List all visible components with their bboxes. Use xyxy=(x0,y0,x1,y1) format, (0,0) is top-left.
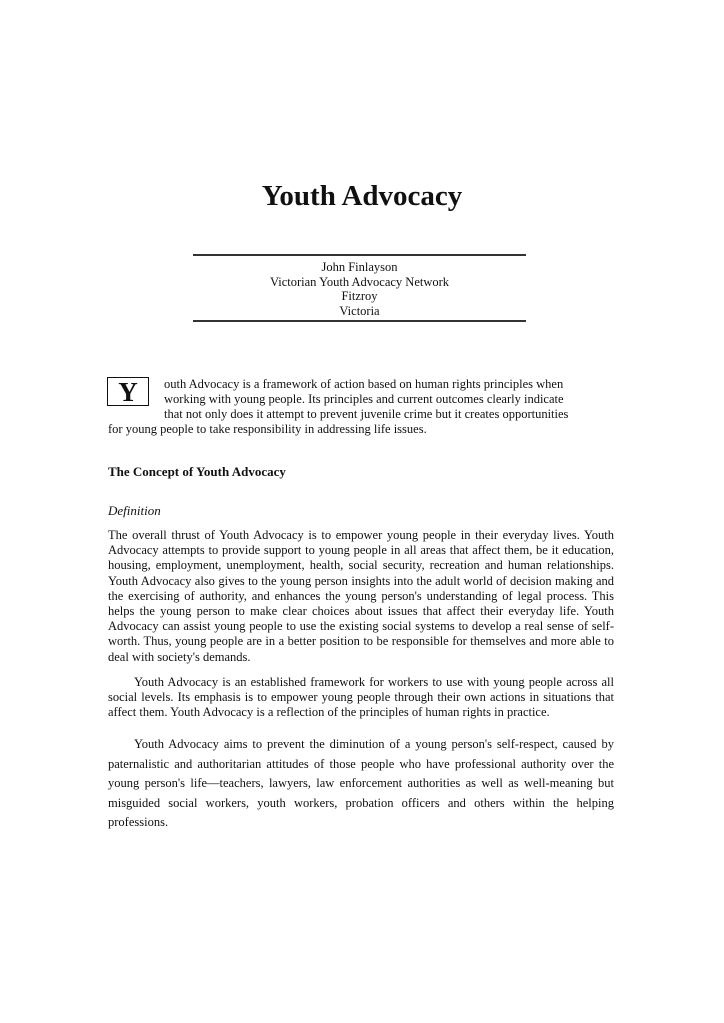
section-heading: The Concept of Youth Advocacy xyxy=(108,464,286,479)
drop-cap: Y xyxy=(107,377,149,406)
intro-paragraph xyxy=(108,377,614,437)
body-paragraph-1: The overall thrust of Youth Advocacy is to empower young people in their everyday lives. Youth Advocacy attempts to provide support to young people in all areas that affect them, be it education, housing, employment, unemployment, health, social security, recreation and human relationships. Youth Advocacy also gives to the young person insights into the adult world of decision making and the exercising of authority, and enhances the young person's understanding of legal process. This helps the young person to make clear choices about issues that affect their everyday life. Youth Advocacy can assist young people to use the existing social systems to develop a real sense of self-worth. Thus, young people are in a better position to be responsible for themselves and more able to deal with society's demands. xyxy=(108,528,614,664)
author-state: Victoria xyxy=(339,303,380,318)
author-block xyxy=(193,254,526,322)
intro-line-4: for young people to take responsibility in addressing life issues. xyxy=(108,422,427,436)
body-paragraph-3: Youth Advocacy aims to prevent the diminution of a young person's self-respect, caused by paternalistic and authoritarian attitudes of those people who have professional authority over the young person's life—teachers, lawyers, law enforcement authorities as well as well-meaning but misguided social workers, youth workers, probation officers and others within the helping professions. xyxy=(108,737,614,829)
intro-line-2: working with young people. Its principles and current outcomes clearly indicate xyxy=(164,392,564,406)
intro-line-3: that not only does it attempt to prevent juvenile crime but it creates opportunities xyxy=(164,407,569,421)
intro-line-1: outh Advocacy is a framework of action based on human rights principles when xyxy=(164,377,564,391)
page-title: Youth Advocacy xyxy=(261,180,463,212)
author-organization: Victorian Youth Advocacy Network xyxy=(269,274,450,289)
body-paragraph-2: Youth Advocacy is an established framework for workers to use with young people across all social levels. Its emphasis is to empower young people through their own actions in situations that affect them. Youth Advocacy is a reflection of the principles of human rights in practice. xyxy=(108,675,614,720)
author-name: John Finlayson xyxy=(321,260,398,274)
sub-heading: Definition xyxy=(108,503,161,518)
author-suburb: Fitzroy xyxy=(341,289,378,303)
